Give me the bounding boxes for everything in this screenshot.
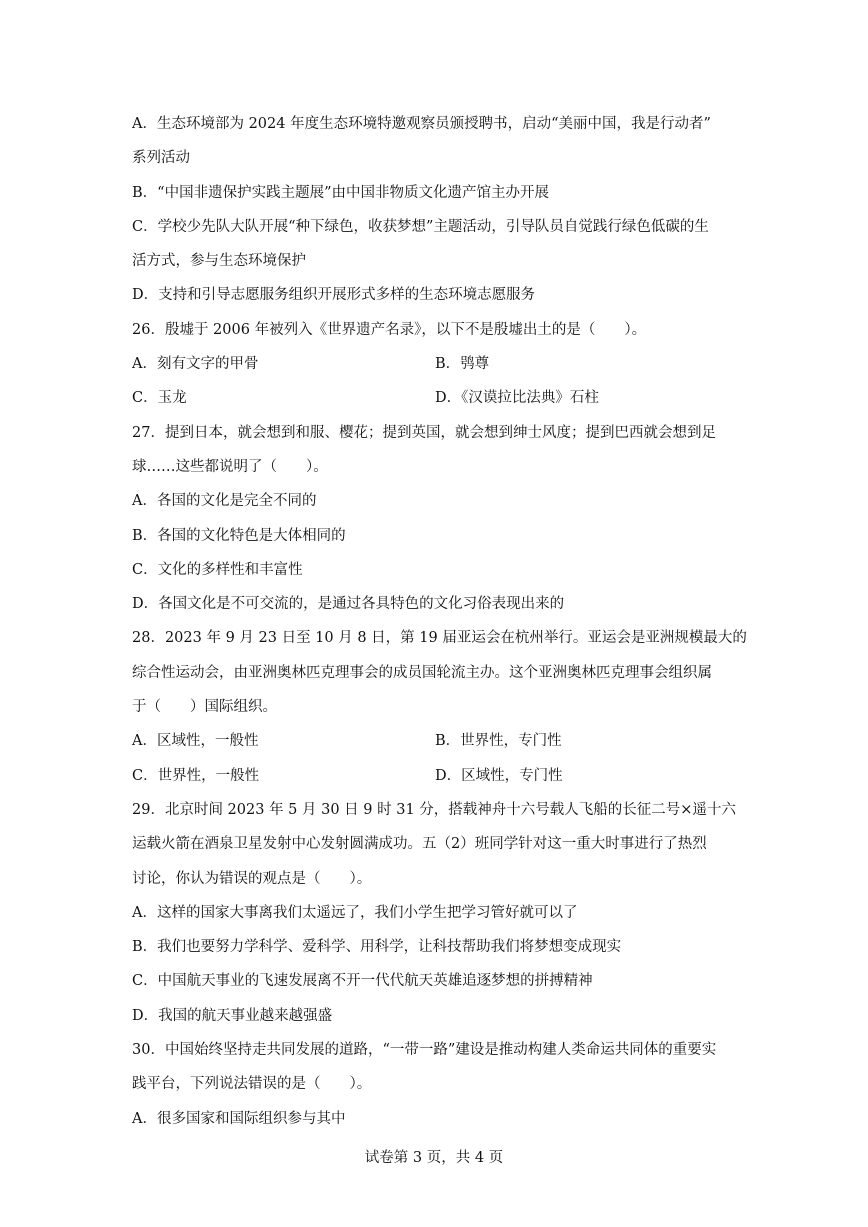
text-line: D．我国的航天事业越来越强盛 [132, 1007, 333, 1024]
page-footer: 试卷第 3 页，共 4 页 [364, 1150, 504, 1166]
text-line: 27．提到日本，就会想到和服、樱花；提到英国，就会想到绅士风度；提到巴西就会想到足 [132, 424, 716, 441]
option-row [132, 724, 744, 758]
text-line: 综合性运动会，由亚洲奥林匹克理事会的成员国轮流主办。这个亚洲奥林匹克理事会组织属 [132, 664, 712, 681]
text-line: C．学校少先队大队开展“种下绿色，收获梦想”主题活动，引导队员自觉践行绿色低碳的生 [132, 218, 709, 235]
text-line: 讨论，你认为错误的观点是（ ）。 [132, 870, 372, 887]
option-left: A．区域性，一般性 [132, 733, 259, 750]
text-line: 30．中国始终坚持走共同发展的道路，“一带一路”建设是推动构建人类命运共同体的重要实 [132, 1042, 717, 1059]
option-right: D．区域性，专门性 [435, 767, 563, 784]
option-row [132, 759, 744, 793]
text-line: A．这样的国家大事离我们太遥远了，我们小学生把学习管好就可以了 [132, 904, 578, 921]
text-line: C．文化的多样性和丰富性 [132, 561, 303, 578]
text-line: B．我们也要努力学科学、爱科学、用科学，让科技帮助我们将梦想变成现实 [132, 939, 622, 956]
option-right: B．世界性，专门性 [435, 733, 562, 750]
text-line: A．生态环境部为 2024 年度生态环境特邀观察员颁授聘书，启动“美丽中国，我是行动者” [132, 116, 711, 132]
option-row [132, 347, 744, 381]
text-line: 于（ ）国际组织。 [132, 699, 277, 716]
question-content [132, 107, 747, 1136]
option-right: B．鸮尊 [435, 356, 490, 373]
text-line: 26．殷墟于 2006 年被列入《世界遗产名录》，以下不是殷墟出土的是（ ）。 [132, 321, 647, 338]
text-line: 28．2023 年 9 月 23 日至 10 月 8 日，第 19 届亚运会在杭州举行。亚运会是亚洲规模最大的 [132, 630, 747, 647]
text-line: D．支持和引导志愿服务组织开展形式多样的生态环境志愿服务 [132, 287, 536, 304]
text-line: 球……这些都说明了（ ）。 [132, 458, 328, 475]
text-line: 活方式，参与生态环境保护 [132, 253, 306, 270]
option-right: D．《汉谟拉比法典》石柱 [435, 390, 599, 407]
text-line: 29．北京时间 2023 年 5 月 30 日 9 时 31 分，搭载神舟十六号载人飞船的长征二号×遥十六 [132, 801, 736, 818]
option-left: C．玉龙 [132, 390, 187, 407]
text-line: A．很多国家和国际组织参与其中 [132, 1110, 346, 1127]
text-line: 系列活动 [132, 150, 190, 167]
text-line: A．各国的文化是完全不同的 [132, 493, 317, 510]
option-row [132, 381, 744, 415]
option-left: C．世界性，一般性 [132, 767, 260, 784]
option-left: A．刻有文字的甲骨 [132, 356, 259, 373]
text-line: D．各国文化是不可交流的，是通过各具特色的文化习俗表现出来的 [132, 596, 565, 613]
text-line: 运载火箭在酒泉卫星发射中心发射圆满成功。五（2）班同学针对这一重大时事进行了热烈 [132, 836, 707, 853]
text-line: 践平台，下列说法错误的是（ ）。 [132, 1076, 372, 1093]
text-line: C．中国航天事业的飞速发展离不开一代代航天英雄追逐梦想的拼搏精神 [132, 973, 593, 990]
text-line: B．“中国非遗保护实践主题展”由中国非物质文化遗产馆主办开展 [132, 184, 549, 201]
text-line: B．各国的文化特色是大体相同的 [132, 527, 346, 544]
